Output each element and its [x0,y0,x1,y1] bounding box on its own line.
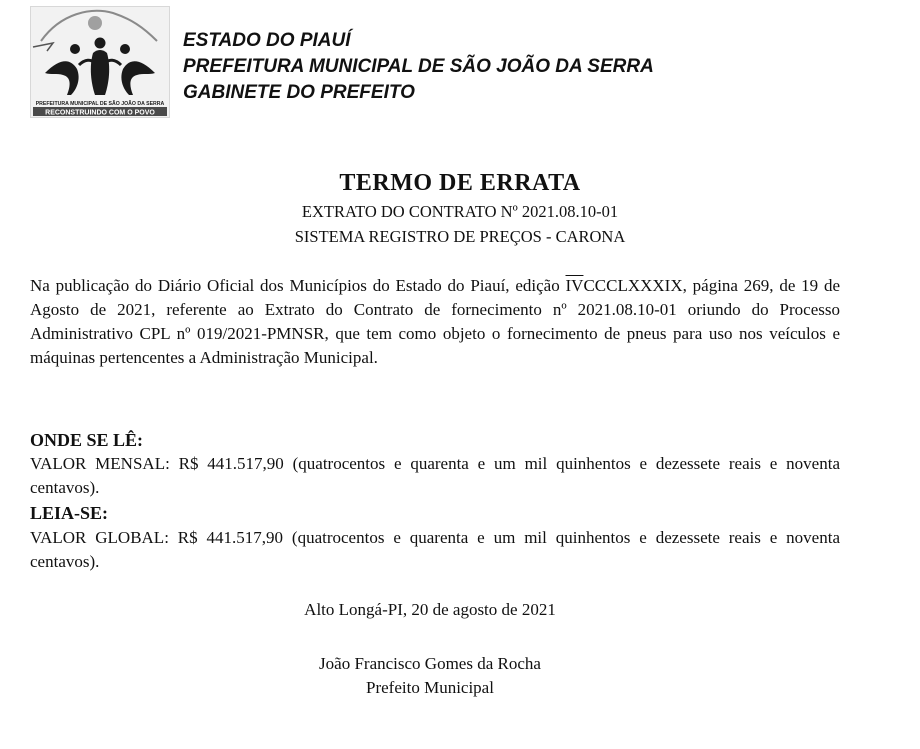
logo-graphic [31,7,169,117]
state-name: ESTADO DO PIAUÍ [183,30,351,51]
place-and-date: Alto Longá-PI, 20 de agosto de 2021 [304,600,556,619]
municipality-name: PREFEITURA MUNICIPAL DE SÃO JOÃO DA SERRA [183,56,654,77]
registry-system-subtitle: SISTEMA REGISTRO DE PREÇOS - CARONA [294,227,626,246]
office-name: GABINETE DO PREFEITO [183,82,415,103]
logo-caption-top: PREFEITURA MUNICIPAL DE SÃO JOÃO DA SERRA [35,101,165,107]
onde-se-le-heading: ONDE SE LÊ: [30,430,144,450]
onde-se-le-text: VALOR MENSAL: R$ 441.517,90 (quatrocentos e quarenta e um mil quinhentos e dezessete reais e noventa centavos). [30,454,840,497]
letterhead-text [183,28,654,106]
leia-se-text: VALOR GLOBAL: R$ 441.517,90 (quatrocentos e quarenta e um mil quinhentos e dezessete reais e noventa centavos). [30,528,840,571]
signer-role: Prefeito Municipal [366,678,494,697]
paragraph-rest: CCCLXXXIX, página 269, de 19 de Agosto de 2021, referente ao Extrato do Contrato de fornecimento nº 2021.08.10-01 oriundo do Processo Administrativo CPL nº 019/2021-PMNSR, que tem como objeto o fornecimento de pneus para uso nos veículos e máquinas pertencentes a Administração Municipal. [30,276,840,367]
letterhead [30,6,890,118]
document-title: TERMO DE ERRATA [339,170,581,196]
edition-overlined: $\overline{IV}$ [565,276,584,295]
leia-se-heading: LEIA-SE: [30,503,109,523]
municipality-logo [30,6,170,118]
errata-paragraph [30,274,840,370]
signer-name: João Francisco Gomes da Rocha [319,654,541,673]
contract-extract-subtitle: EXTRATO DO CONTRATO Nº 2021.08.10-01 [301,202,619,221]
logo-caption-bottom: RECONSTRUINDO COM O POVO [45,109,155,117]
paragraph-intro: Na publicação do Diário Oficial dos Municípios do Estado do Piauí, edição [30,276,566,295]
